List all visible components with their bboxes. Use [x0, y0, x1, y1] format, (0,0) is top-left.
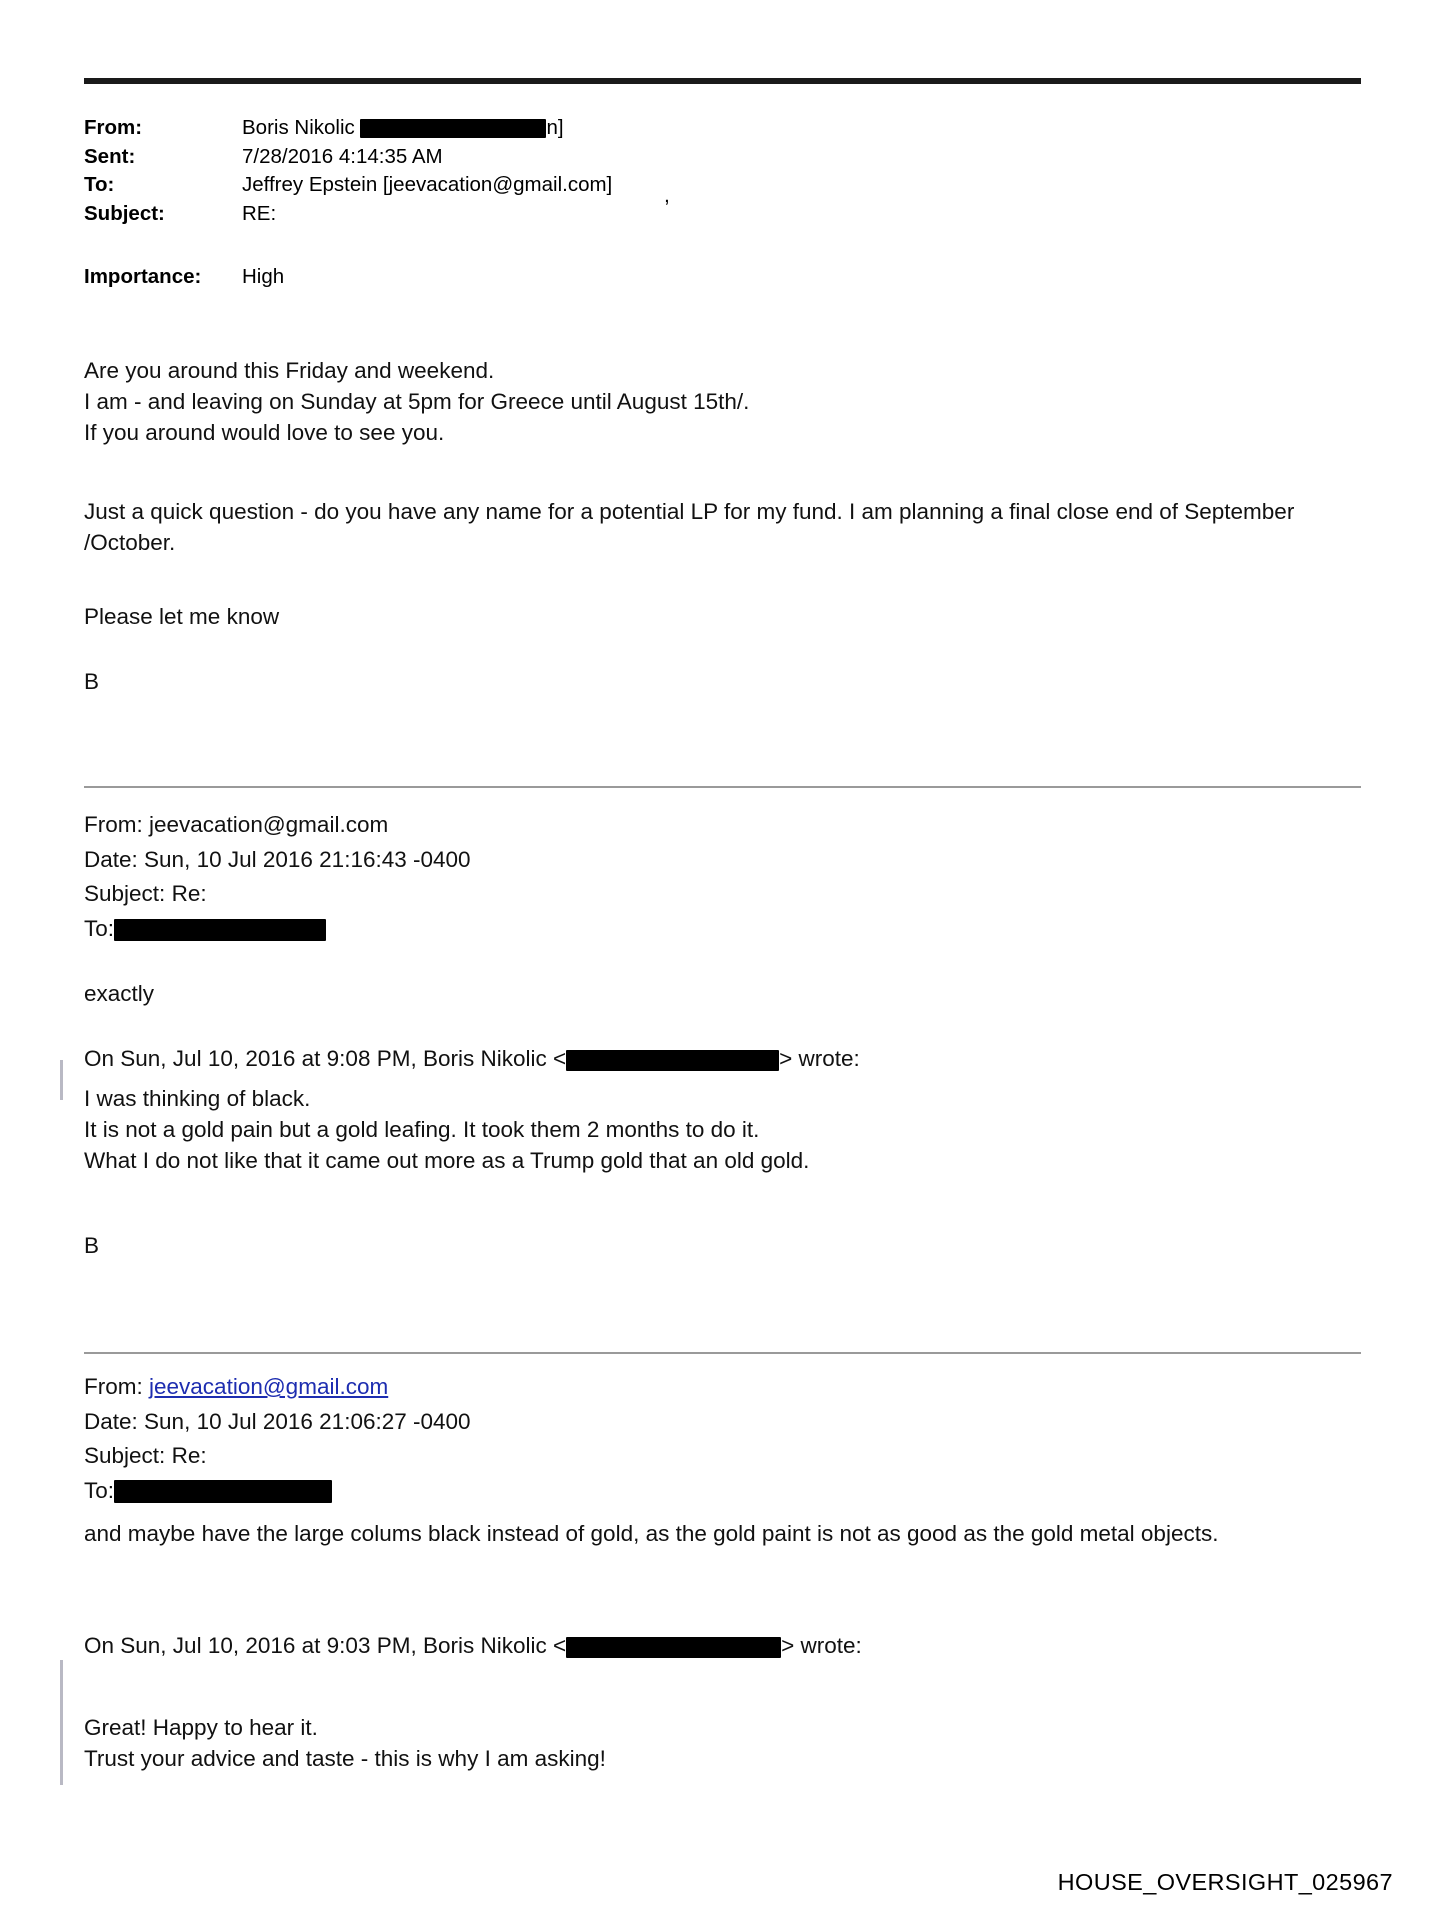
quoted-signature-1: B [84, 1233, 100, 1258]
header-label-from [84, 114, 242, 143]
top-divider-rule [84, 78, 1361, 84]
quoted-line: Great! Happy to hear it. [84, 1715, 318, 1740]
quoted-subject-label: Subject: [84, 881, 166, 906]
body-signature: B [84, 669, 100, 694]
quoted-line: What I do not like that it came out more as a Trump gold that an old gold. [84, 1148, 810, 1173]
header-colon: : [128, 144, 136, 168]
bates-stamp: HOUSE_OVERSIGHT_025967 [1057, 1869, 1393, 1895]
header-row-from [84, 114, 1364, 143]
header-row-importance [84, 263, 1364, 292]
header-label-to-text: To [84, 173, 108, 196]
quote-indent-bar-1 [60, 1060, 63, 1100]
quoted-from-line [84, 1370, 471, 1405]
header-value-sent: 7/28/2016 4:14:35 AM [242, 144, 443, 168]
quoted-body-1: exactly [84, 981, 155, 1006]
quoted-to-line [84, 1474, 471, 1509]
body-paragraph-2: Just a quick question - do you have any name for a potential LP for my fund. I am planning a final close end of September /October. [84, 499, 1295, 555]
header-row-sent [84, 143, 1364, 172]
header-colon: : [194, 265, 202, 288]
quoted-to-label: To: [84, 1477, 115, 1503]
header-row-subject [84, 200, 1364, 229]
quoted-subject-value: Re: [165, 881, 207, 906]
quoted-date-value: Sun, 10 Jul 2016 21:06:27 -0400 [137, 1408, 471, 1434]
header-colon: : [107, 173, 115, 196]
quoted-line: Trust your advice and taste - this is why I am asking! [84, 1746, 606, 1771]
body-line: I am - and leaving on Sunday at 5pm for Greece until August 15th/. [84, 389, 750, 414]
quoted-line: It is not a gold pain but a gold leafing. It took them 2 months to do it. [84, 1117, 760, 1142]
quote-indent-bar-2 [60, 1660, 63, 1785]
header-label-to [84, 171, 242, 200]
quoted-subject-label: Subject: [84, 1443, 166, 1468]
redaction-bar-sender-2 [566, 1637, 781, 1658]
quoted-date-line [84, 1405, 471, 1440]
quoted-from-value: jeevacation@gmail.com [142, 812, 389, 837]
quoted-wrote-suffix: > wrote: [779, 1046, 860, 1071]
quoted-header-1 [84, 808, 471, 946]
quoted-date-line [84, 843, 471, 878]
body-paragraph-1 [84, 355, 1369, 448]
header-label-subject [84, 200, 242, 229]
header-label-sent-text: Sent [84, 144, 129, 168]
quoted-date-label: Date: [84, 1408, 138, 1434]
quoted-inner-body-1 [84, 1083, 1369, 1176]
quoted-wrote-line-2 [84, 1630, 1369, 1661]
quoted-header-2 [84, 1370, 471, 1508]
quoted-from-label: From: [84, 812, 143, 837]
email-header [84, 114, 1364, 228]
quoted-from-label: From: [84, 1374, 143, 1399]
header-value-from [242, 114, 1364, 143]
header-value-subject: RE: [242, 201, 277, 225]
header-label-importance-text: Importance [84, 265, 195, 288]
header-row-to [84, 171, 1364, 200]
quoted-inner-body-2 [84, 1712, 1369, 1774]
header-label-sent [84, 143, 242, 172]
quoted-date-label: Date: [84, 846, 138, 872]
body-paragraph-3: Please let me know [84, 604, 280, 629]
quoted-to-line [84, 912, 471, 947]
body-line: If you around would love to see you. [84, 420, 445, 445]
header-value-importance: High [242, 265, 285, 288]
quoted-wrote-prefix: On Sun, Jul 10, 2016 at 9:08 PM, Boris Nikolic < [84, 1046, 567, 1071]
header-colon: : [158, 201, 165, 225]
header-label-importance [84, 263, 242, 292]
quoted-wrote-prefix: On Sun, Jul 10, 2016 at 9:03 PM, Boris Nikolic < [84, 1633, 567, 1658]
redaction-bar-sender-1 [566, 1050, 779, 1071]
message-divider-2 [84, 1352, 1361, 1354]
quoted-line: I was thinking of black. [84, 1086, 311, 1111]
quoted-to-label: To: [84, 915, 115, 941]
header-label-subject-text: Subject [84, 201, 159, 225]
quoted-from-line [84, 808, 471, 843]
email-link-jeevacation[interactable]: jeevacation@gmail.com [149, 1374, 389, 1399]
body-line: Are you around this Friday and weekend. [84, 358, 495, 383]
stray-punctuation-mark: , [664, 184, 670, 207]
quoted-subject-line [84, 1439, 471, 1474]
redaction-bar-from [360, 119, 546, 138]
header-value-from-suffix: n] [546, 116, 564, 139]
message-divider-1 [84, 786, 1361, 788]
redaction-bar-to-2 [114, 1480, 332, 1503]
quoted-subject-value: Re: [165, 1443, 207, 1468]
quoted-body-2: and maybe have the large colums black instead of gold, as the gold paint is not as good as the gold metal objects. [84, 1521, 1219, 1546]
quoted-subject-line [84, 877, 471, 912]
header-colon: : [135, 116, 143, 139]
header-label-from-text: From [84, 116, 136, 139]
header-value-from-text: Boris Nikolic [242, 116, 361, 139]
redaction-bar-to-1 [114, 919, 326, 941]
quoted-wrote-suffix: > wrote: [781, 1633, 862, 1658]
header-value-to: Jeffrey Epstein [jeevacation@gmail.com] [242, 173, 613, 196]
quoted-wrote-line-1 [84, 1043, 1369, 1074]
quoted-date-value: Sun, 10 Jul 2016 21:16:43 -0400 [137, 846, 471, 872]
